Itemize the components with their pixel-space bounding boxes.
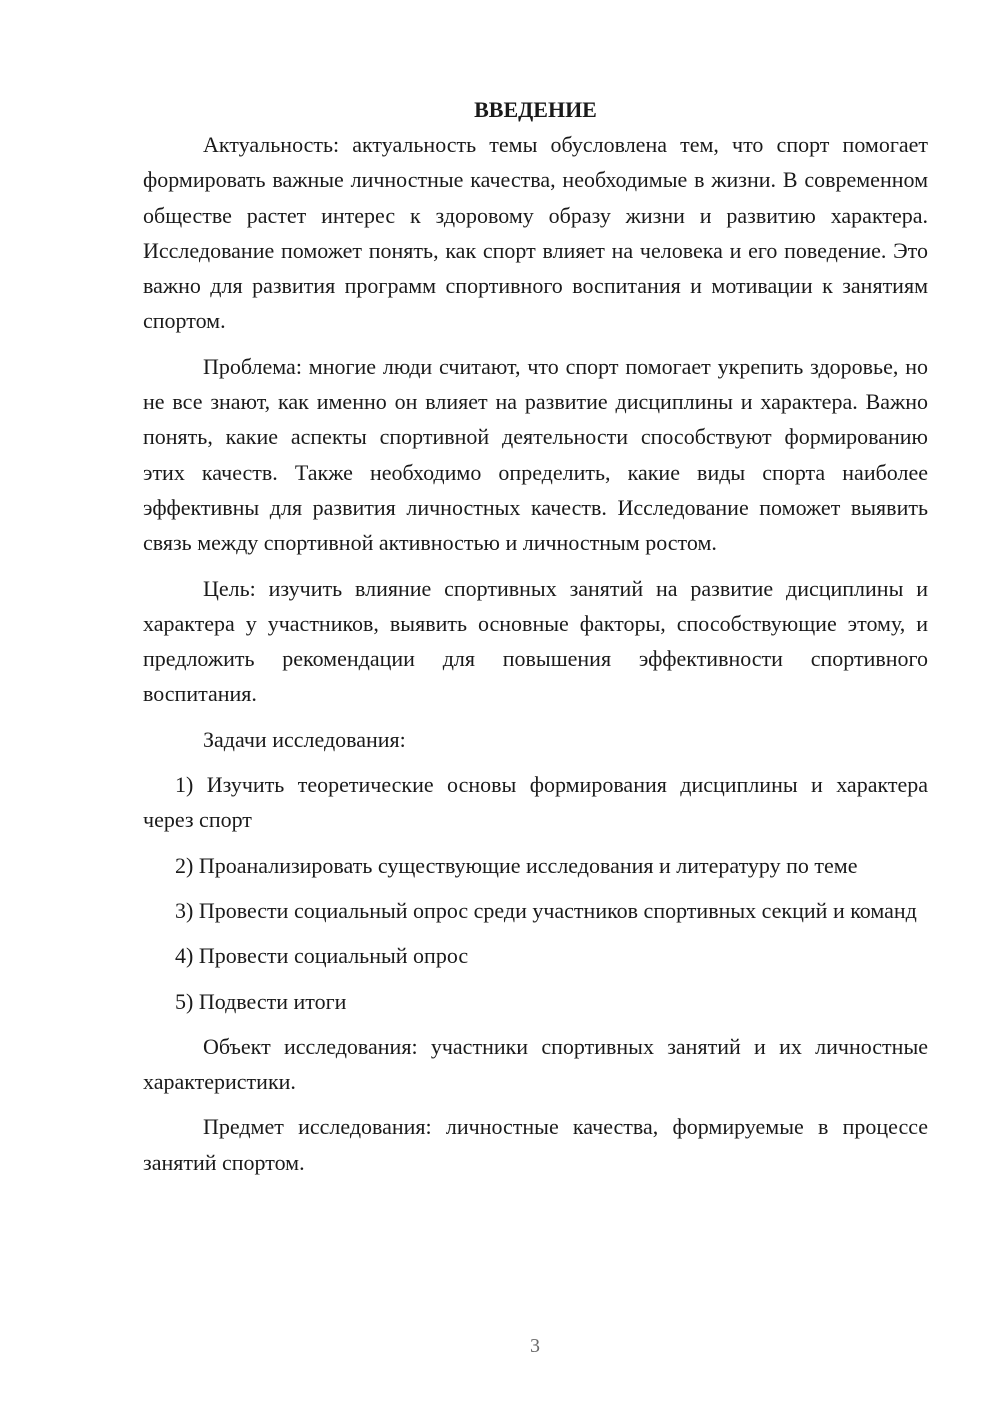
object-paragraph: Объект исследования: участники спортивных занятий и их личностные характеристики.: [143, 1033, 928, 1095]
tasks-heading: Задачи исследования:: [203, 726, 406, 752]
relevance-paragraph: Актуальность: актуальность темы обусловлена тем, что спорт помогает формировать важные личностные качества, необходимые в жизни. В современном обществе растет интерес к здоровому образу жизни и развитию характера. Исследование поможет понять, как спорт влияет на человека и его поведение. Это важно для развития программ спортивного воспитания и мотивации к занятиям спортом.: [143, 132, 928, 334]
page-content: [143, 95, 928, 1190]
task-item: 1) Изучить теоретические основы формирования дисциплины и характера через спорт: [143, 772, 928, 833]
task-item: 5) Подвести итоги: [175, 988, 347, 1014]
task-item: 2) Проанализировать существующие исследования и литературу по теме: [175, 852, 858, 878]
page-number: 3: [530, 1335, 540, 1357]
problem-paragraph: Проблема: многие люди считают, что спорт помогает укрепить здоровье, но не все знают, как именно он влияет на развитие дисциплины и характера. Важно понять, какие аспекты спортивной деятельности способствуют формированию этих качеств. Также необходимо определить, какие виды спорта наиболее эффективны для развития личностных качеств. Исследование поможет выявить связь между спортивной активностью и личностным ростом.: [143, 353, 928, 556]
task-item: 3) Провести социальный опрос среди участников спортивных секций и команд: [175, 897, 917, 923]
subject-paragraph: Предмет исследования: личностные качества, формируемые в процессе занятий спортом.: [143, 1114, 928, 1175]
page-title: ВВЕДЕНИЕ: [474, 97, 597, 122]
task-item: 4) Провести социальный опрос: [175, 943, 469, 969]
goal-paragraph: Цель: изучить влияние спортивных занятий на развитие дисциплины и характера у участников, выявить основные факторы, способствующие этому, и предложить рекомендации для повышения эффективности спортивного воспитания.: [143, 575, 928, 707]
